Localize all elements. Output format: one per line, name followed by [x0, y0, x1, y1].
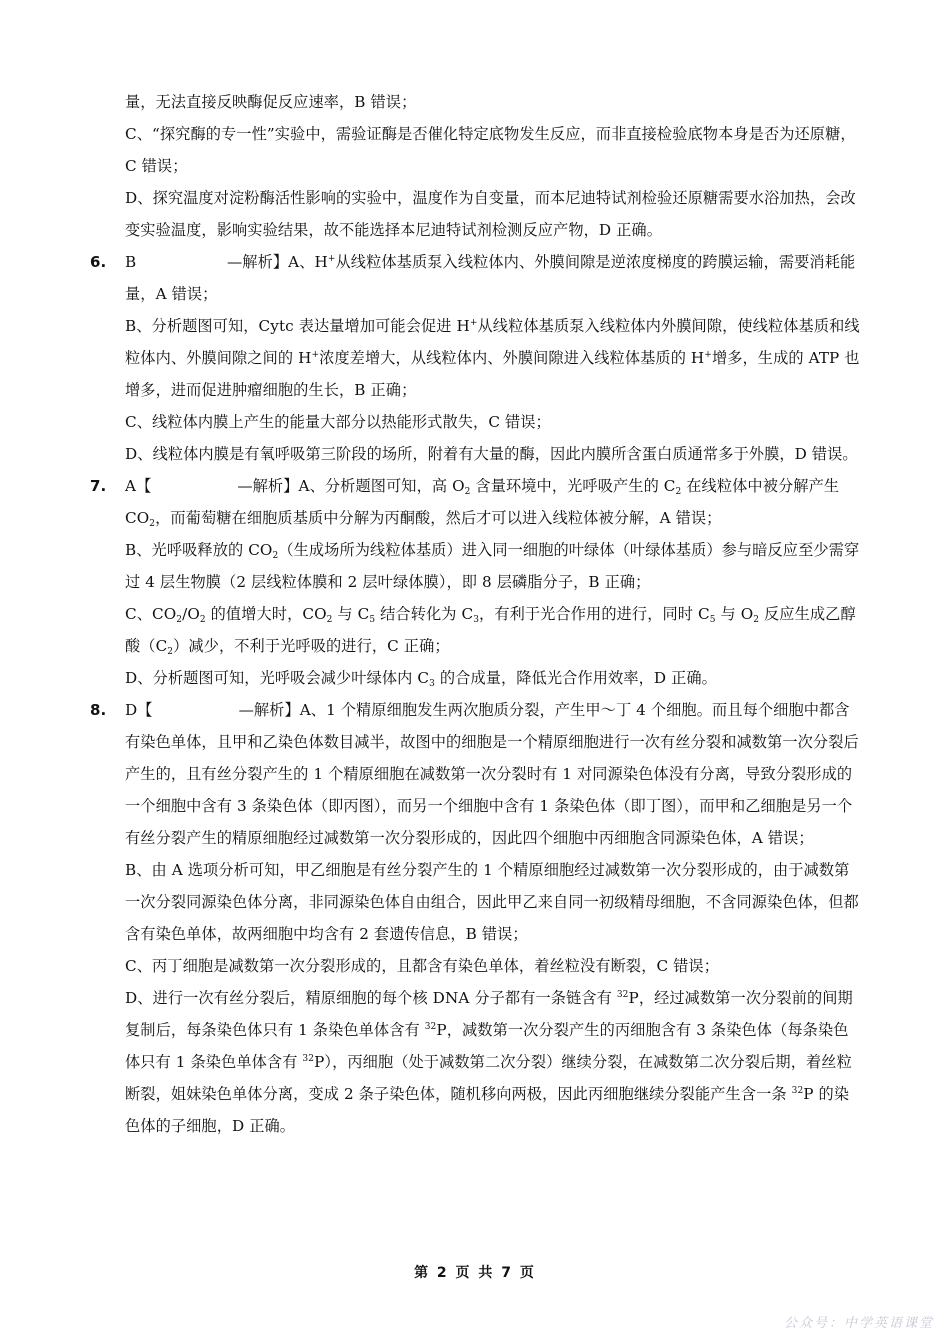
answer-letter: A【 [125, 477, 152, 495]
question-8 [88, 694, 862, 1142]
analysis-b: B、分析题图可知，Cytc 表达量增加可能会促进 H+从线粒体基质泵入线粒体内外膜间隙，使线粒体基质和线粒体内、外膜间隙之间的 H+浓度差增大，从线粒体内、外膜间隙进入线粒体基质的 H+增多，生成的 ATP 也增多，进而促进肿瘤细胞的生长，B 正确； [125, 317, 860, 399]
document-body [88, 86, 862, 1142]
analysis-c: C、$CO_2/O_2$ 的值增大时，$CO_2$ 与 $C_5$ 结合转化为 $C_3$，有利于光合作用的进行，同时 $C_5$ 与 $O_2$ 反应生成乙醇酸$(C_2)$减少，不利于光呼吸的进行，C 正确； [125, 605, 856, 657]
question-number: 7. [90, 477, 107, 495]
question-number: 8. [90, 701, 107, 719]
question-6 [88, 246, 862, 470]
question-7 [88, 470, 862, 694]
paragraph: 量，无法直接反映酶促反应速率，B 错误； [125, 93, 417, 111]
paragraph: D、探究温度对淀粉酶活性影响的实验中，温度作为自变量，而本尼迪特试剂检验还原糖需要水浴加热，会改变实验温度，影响实验结果，故不能选择本尼迪特试剂检测反应产物，D 正确。 [125, 189, 856, 239]
paragraph: C、“探究酶的专一性”实验中，需验证酶是否催化特定底物发生反应，而非直接检验底物本身是否为还原糖，C 错误； [125, 125, 856, 175]
answer-letter: D【 [125, 701, 153, 719]
analysis-d: D、分析题图可知，光呼吸会减少叶绿体内 $C_3$ 的合成量，降低光合作用效率，D 正确。 [125, 669, 717, 689]
analysis-a: B —解析】A、H+从线粒体基质泵入线粒体内、外膜间隙是逆浓度梯度的跨膜运输，需要消耗能量，A 错误； [125, 246, 862, 310]
page-number: 第 2 页 共 7 页 [414, 1265, 536, 1281]
analysis-c: C、丙丁细胞是减数第一次分裂形成的，且都含有染色单体，着丝粒没有断裂，C 错误； [125, 957, 720, 975]
analysis-b: B、由 A 选项分析可知，甲乙细胞是有丝分裂产生的 1 个精原细胞经过减数第一次分裂形成的，由于减数第一次分裂同源染色体分离，非同源染色体自由组合，因此甲乙来自同一初级精母细胞，不含同源染色体，但都含有染色单体，故两细胞中均含有 2 套遗传信息，B 错误； [125, 861, 859, 943]
analysis-d: D、线粒体内膜是有氧呼吸第三阶段的场所，附着有大量的酶，因此内膜所含蛋白质通常多于外膜，D 错误。 [125, 445, 858, 463]
analysis-a: D【 —解析】A、1 个精原细胞发生两次胞质分裂，产生甲～丁 4 个细胞。而且每个细胞中都含有染色单体，且甲和乙染色体数目减半，故图中的细胞是一个精原细胞进行一次有丝分裂和减数第一次分裂后产生的，且有丝分裂产生的 1 个精原细胞在减数第一次分裂时有 1 对同源染色体没有分离，导致分裂形成的一个细胞中含有 3 条染色体（即丙图），而另一个细胞中含有 1 条染色体（即丁图），而甲和乙细胞是另一个有丝分裂产生的精原细胞经过减数第一次分裂形成的，因此四个细胞中丙细胞含同源染色体，A 错误； [125, 701, 859, 847]
watermark: 公众号：中学英语课堂 [783, 1316, 934, 1331]
analysis-c: C、线粒体内膜上产生的能量大部分以热能形式散失，C 错误； [125, 413, 551, 431]
analysis-b: B、光呼吸释放的 $CO_2$（生成场所为线粒体基质）进入同一细胞的叶绿体（叶绿体基质）参与暗反应至少需穿过 4 层生物膜（2 层线粒体膜和 2 层叶绿体膜），即 8 层磷脂分子，B 正确； [125, 541, 860, 591]
analysis-a: A【 —解析】A、分析题图可知，高 $O_2$ 含量环境中，光呼吸产生的 $C_2$ 在线粒体中被分解产生 $CO_2$，而葡萄糖在细胞质基质中分解为丙酮酸，然后才可以进入线粒体被分解，A 错误； [125, 477, 840, 529]
analysis-d: D、进行一次有丝分裂后，精原细胞的每个核 DNA 分子都有一条链含有 $^{32}$P，经过减数第一次分裂前的间期复制后，每条染色体只有 1 条染色单体含有 $^{32}$P，减数第一次分裂产生的丙细胞含有 3 条染色体（每条染色体只有 1 条染色单体含有 $^{32}$P），丙细胞（处于减数第二次分裂）继续分裂，在减数第二次分裂后期，着丝粒断裂，姐妹染色单体分离，变成 2 条子染色体，随机移向两极，因此丙细胞继续分裂能产生含一条 $^{32}$P 的染色体的子细胞，D 正确。 [125, 989, 853, 1135]
question-number: 6. [90, 253, 107, 271]
answer-letter: B [125, 253, 137, 271]
